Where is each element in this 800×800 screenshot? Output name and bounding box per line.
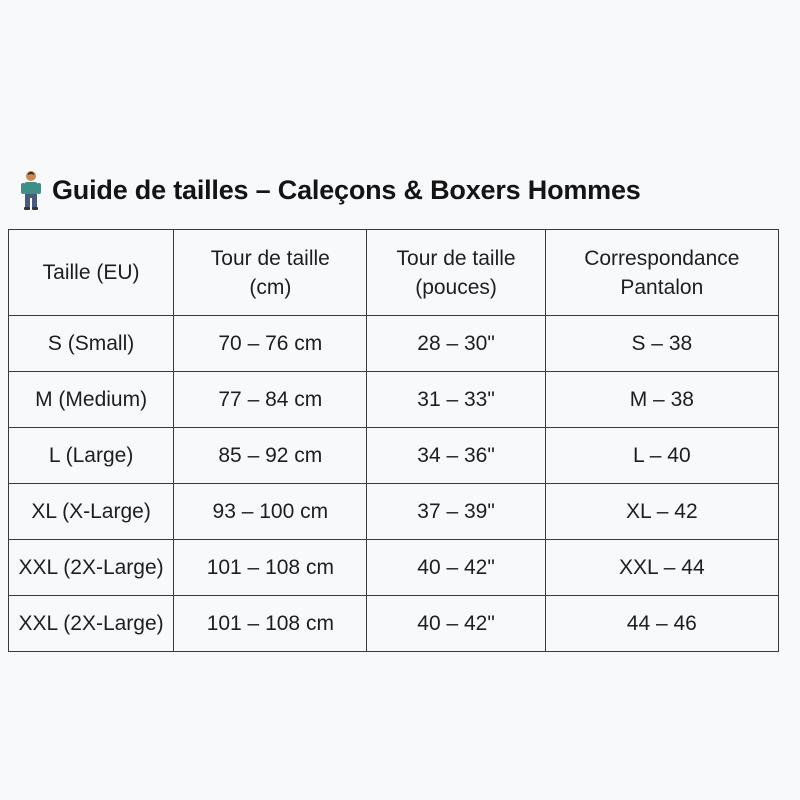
page-header bbox=[18, 168, 641, 212]
table-cell: 34 – 36" bbox=[367, 428, 545, 484]
table-cell: 40 – 42" bbox=[367, 596, 545, 652]
person-standing-icon bbox=[18, 170, 44, 210]
table-cell: XL (X-Large) bbox=[9, 484, 174, 540]
table-row bbox=[9, 540, 779, 596]
table-cell: XL – 42 bbox=[545, 484, 778, 540]
header-cell-waist-cm bbox=[174, 230, 367, 316]
table-row bbox=[9, 372, 779, 428]
table-cell: S (Small) bbox=[9, 316, 174, 372]
header-label: (cm) bbox=[249, 275, 292, 299]
table-cell: 70 – 76 cm bbox=[174, 316, 367, 372]
header-cell-size-eu bbox=[9, 230, 174, 316]
table-cell: 101 – 108 cm bbox=[174, 596, 367, 652]
header-label: Tour de taille bbox=[396, 246, 516, 270]
table-cell: XXL (2X-Large) bbox=[9, 596, 174, 652]
table-header-row bbox=[9, 230, 779, 316]
table-cell: S – 38 bbox=[545, 316, 778, 372]
header-cell-pants-match bbox=[545, 230, 778, 316]
table-cell: 93 – 100 cm bbox=[174, 484, 367, 540]
table-cell: 40 – 42" bbox=[367, 540, 545, 596]
table-cell: M (Medium) bbox=[9, 372, 174, 428]
table-cell: 85 – 92 cm bbox=[174, 428, 367, 484]
table-cell: M – 38 bbox=[545, 372, 778, 428]
header-label: Tour de taille bbox=[210, 246, 330, 270]
header-label: Taille (EU) bbox=[42, 261, 140, 284]
table-cell: 77 – 84 cm bbox=[174, 372, 367, 428]
page-title: Guide de tailles – Caleçons & Boxers Hommes bbox=[52, 174, 641, 205]
table-cell: L (Large) bbox=[9, 428, 174, 484]
table-cell: XXL (2X-Large) bbox=[9, 540, 174, 596]
header-label: (pouces) bbox=[415, 275, 497, 299]
size-guide-table bbox=[8, 229, 779, 652]
table-cell: 37 – 39" bbox=[367, 484, 545, 540]
table-cell: L – 40 bbox=[545, 428, 778, 484]
table-cell: 101 – 108 cm bbox=[174, 540, 367, 596]
table-cell: 28 – 30" bbox=[367, 316, 545, 372]
table-cell: 31 – 33" bbox=[367, 372, 545, 428]
table-row bbox=[9, 596, 779, 652]
header-label: Pantalon bbox=[620, 275, 704, 299]
table-cell: 44 – 46 bbox=[545, 596, 778, 652]
header-label: Correspondance bbox=[584, 246, 740, 270]
header-cell-waist-inches bbox=[367, 230, 545, 316]
table-cell: XXL – 44 bbox=[545, 540, 778, 596]
table-row bbox=[9, 428, 779, 484]
table-row bbox=[9, 316, 779, 372]
table-row bbox=[9, 484, 779, 540]
